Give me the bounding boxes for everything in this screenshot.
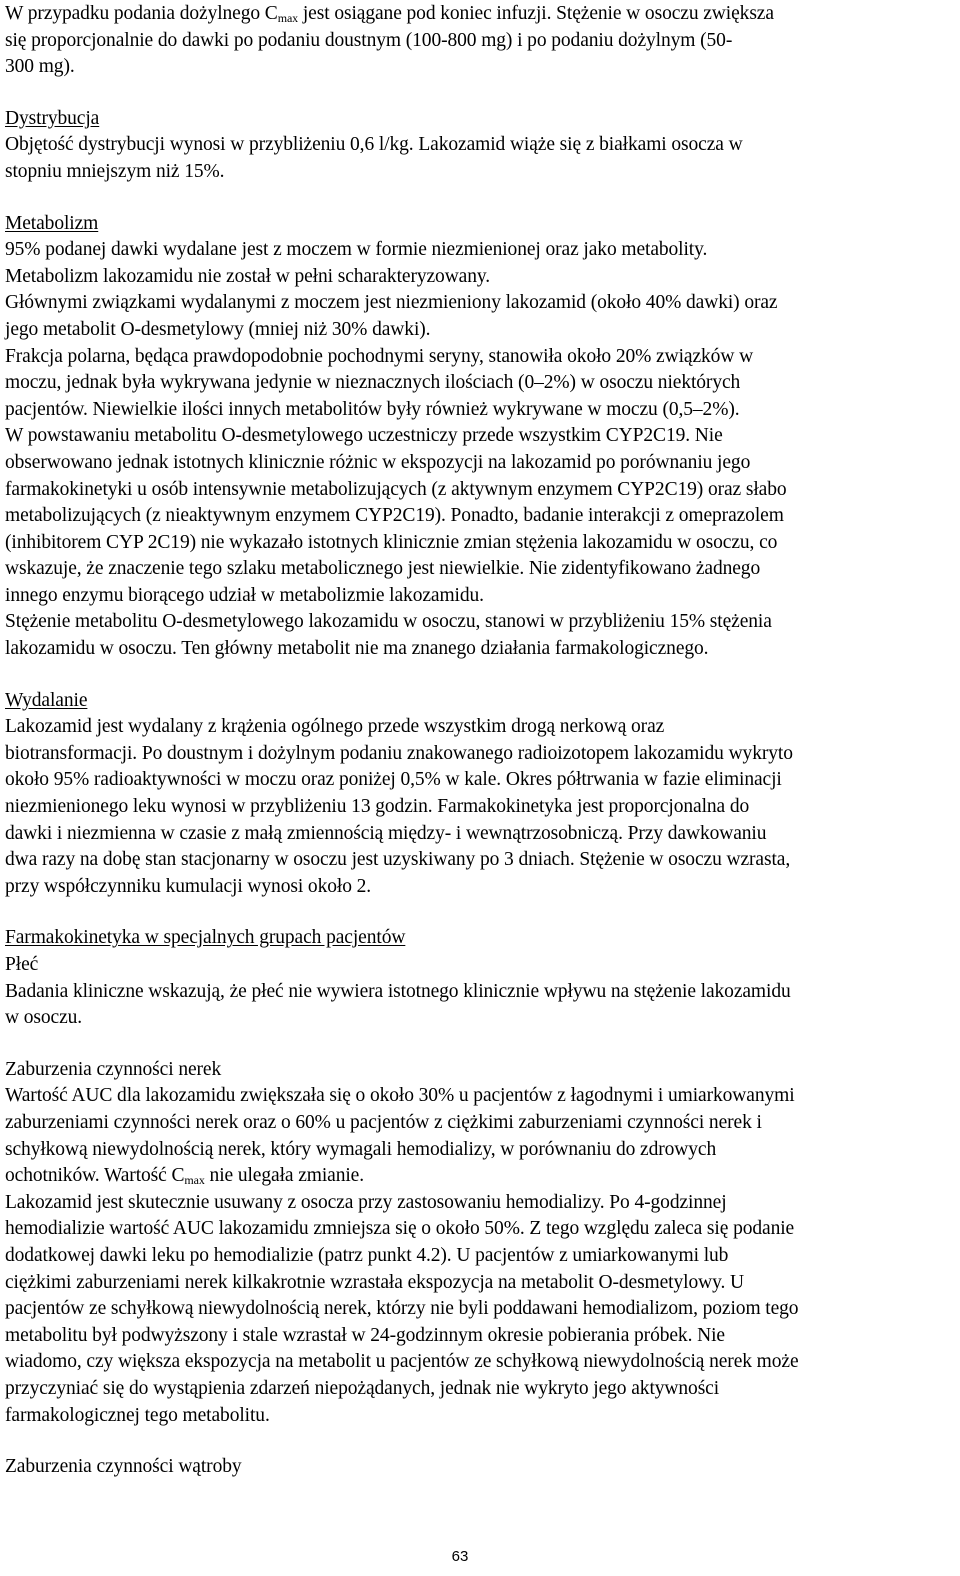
heading-watroba: Zaburzenia czynności wątroby [5, 1456, 242, 1478]
nerki-cmax-text-a: ochotników. Wartość C [5, 1165, 185, 1187]
metabolizm-line: jego metabolit O-desmetylowy (mniej niż 30% dawki). [5, 318, 431, 340]
nerki-line: pacjentów ze schyłkową niewydolnością nerek, którzy nie byli poddawani hemodializom, poziom tego [5, 1298, 799, 1320]
nerki-line: farmakologicznej tego metabolitu. [5, 1404, 270, 1426]
metabolizm-line: Metabolizm lakozamidu nie został w pełni scharakteryzowany. [5, 265, 491, 287]
metabolizm-line: Głównymi związkami wydalanymi z moczem jest niezmieniony lakozamid (około 40% dawki) oraz [5, 292, 778, 314]
wydalanie-line: Lakozamid jest wydalany z krążenia ogólnego przede wszystkim drogą nerkową oraz [5, 716, 665, 738]
section-metabolizm [5, 211, 945, 663]
nerki-line: zaburzeniami czynności nerek oraz o 60% u pacjentów z ciężkimi zaburzeniami czynności nerek i [5, 1111, 762, 1133]
nerki-line: hemodializie wartość AUC lakozamidu zmniejsza się o około 50%. Z tego względu zaleca się podanie [5, 1218, 795, 1240]
nerki-line: wiadomo, czy większa ekspozycja na metabolit u pacjentów ze schyłkową niewydolnością nerek może [5, 1351, 799, 1373]
heading-plec: Płeć [5, 954, 39, 975]
section-special-groups [5, 925, 945, 1031]
nerki-cmax-text-b: nie ulegała zmianie. [204, 1165, 365, 1187]
nerki-line: Lakozamid jest skutecznie usuwany z osocza przy zastosowaniu hemodializy. Po 4-godzinnej [5, 1191, 727, 1213]
page-number: 63 [451, 1548, 469, 1565]
metabolizm-line: Frakcja polarna, będąca prawdopodobnie pochodnymi seryny, stanowiła około 20% związków w [5, 345, 754, 367]
dystrybucja-line: stopniu mniejszym niż 15%. [5, 160, 225, 182]
wydalanie-line: około 95% radioaktywności w moczu oraz poniżej 0,5% w kale. Okres półtrwania w fazie eliminacji [5, 769, 782, 791]
wydalanie-line: dwa razy na dobę stan stacjonarny w osoczu jest uzyskiwany po 3 dniach. Stężenie w osoczu wzrasta, [5, 849, 791, 871]
intro-paragraph [5, 1, 945, 81]
intro-line-1-text-b: jest osiągane pod koniec infuzji. Stężenie w osoczu zwiększa [298, 3, 774, 24]
metabolizm-line: 95% podanej dawki wydalane jest z moczem w formie niezmienionej oraz jako metabolity. [5, 239, 708, 261]
wydalanie-line: przy współczynniku kumulacji wynosi około 2. [5, 875, 372, 897]
nerki-line: metabolitu był podwyższony i stale wzrastał w 24-godzinnym okresie pobierania próbek. Nie [5, 1324, 725, 1346]
dystrybucja-line: Objętość dystrybucji wynosi w przybliżeniu 0,6 l/kg. Lakozamid wiąże się z białkami osocza w [5, 134, 743, 156]
section-wydalanie [5, 688, 945, 901]
metabolizm-line: lakozamidu w osoczu. Ten główny metabolit nie ma znanego działania farmakologicznego. [5, 638, 709, 660]
cmax-subscript: max [277, 11, 299, 25]
metabolizm-line: innego enzymu biorącego udział w metabolizmie lakozamidu. [5, 584, 484, 606]
nerki-line: ciężkimi zaburzeniami nerek kilkakrotnie wzrastała ekspozycja na metabolit O-desmetylowy. U [5, 1271, 745, 1293]
metabolizm-line: farmakokinetyki u osób intensywnie metabolizujących (z aktywnym enzymem CYP2C19) oraz słabo [5, 478, 787, 500]
metabolizm-line: Stężenie metabolitu O-desmetylowego lakozamidu w osoczu, stanowi w przybliżeniu 15% stężenia [5, 611, 772, 633]
plec-line: w osoczu. [5, 1007, 83, 1029]
plec-line: Badania kliniczne wskazują, że płeć nie wywiera istotnego klinicznie wpływu na stężenie lakozamidu [5, 980, 791, 1002]
wydalanie-line: dawki i niezmienna w czasie z małą zmiennością między- i wewnątrzosobniczą. Przy dawkowaniu [5, 822, 767, 844]
metabolizm-line: W powstawaniu metabolitu O-desmetylowego uczestniczy przede wszystkim CYP2C19. Nie [5, 425, 723, 447]
wydalanie-line: niezmienionego leku wynosi w przybliżeniu 13 godzin. Farmakokinetyka jest proporcjonalna do [5, 796, 750, 818]
section-watroba [5, 1454, 945, 1481]
metabolizm-line: moczu, jednak była wykrywana jedynie w nieznacznych ilościach (0–2%) w osoczu niektórych [5, 372, 741, 394]
intro-line-3: 300 mg). [5, 56, 75, 78]
metabolizm-line: metabolizujących (z nieaktywnym enzymem CYP2C19). Ponadto, badanie interakcji z omeprazolem [5, 505, 784, 527]
intro-line-1-text-a: W przypadku podania dożylnego C [5, 3, 278, 24]
nerki-line: przyczyniać się do wystąpienia zdarzeń niepożądanych, jednak nie wykryto jego aktywności [5, 1377, 720, 1399]
section-dystrybucja [5, 106, 945, 186]
nerki-line: Wartość AUC dla lakozamidu zwiększała się o około 30% u pacjentów z łagodnymi i umiarkowanymi [5, 1085, 795, 1107]
heading-special-groups: Farmakokinetyka w specjalnych grupach pacjentów [5, 927, 406, 949]
metabolizm-line: wskazuje, że znaczenie tego szlaku metabolicznego jest niewielkie. Nie zidentyfikowano żadnego [5, 558, 761, 580]
metabolizm-line: pacjentów. Niewielkie ilości innych metabolitów były również wykrywane w moczu (0,5–2%). [5, 398, 740, 420]
metabolizm-line: obserwowano jednak istotnych klinicznie różnic w ekspozycji na lakozamid po porównaniu jego [5, 451, 751, 473]
heading-metabolizm: Metabolizm [5, 212, 99, 234]
metabolizm-line: (inhibitorem CYP 2C19) nie wykazało istotnych klinicznie zmian stężenia lakozamidu w osoczu, co [5, 531, 778, 553]
nerki-line: dodatkowej dawki leku po hemodializie (patrz punkt 4.2). U pacjentów z umiarkowanymi lub [5, 1244, 729, 1266]
document-page [5, 0, 945, 1481]
nerki-line: schyłkową niewydolnością nerek, który wymagali hemodializy, w porównaniu do zdrowych [5, 1138, 717, 1160]
cmax-subscript: max [184, 1173, 205, 1188]
section-nerki [5, 1057, 945, 1429]
intro-line-2: się proporcjonalnie do dawki po podaniu doustnym (100-800 mg) i po podaniu dożylnym (50- [5, 29, 733, 51]
wydalanie-line: biotransformacji. Po doustnym i dożylnym podaniu znakowanego radioizotopem lakozamidu wykryto [5, 742, 793, 764]
nerki-cmax-line [5, 1163, 945, 1190]
heading-nerki: Zaburzenia czynności nerek [5, 1058, 222, 1080]
heading-wydalanie: Wydalanie [5, 689, 88, 711]
heading-dystrybucja: Dystrybucja [5, 107, 100, 129]
intro-line-1 [5, 1, 945, 28]
